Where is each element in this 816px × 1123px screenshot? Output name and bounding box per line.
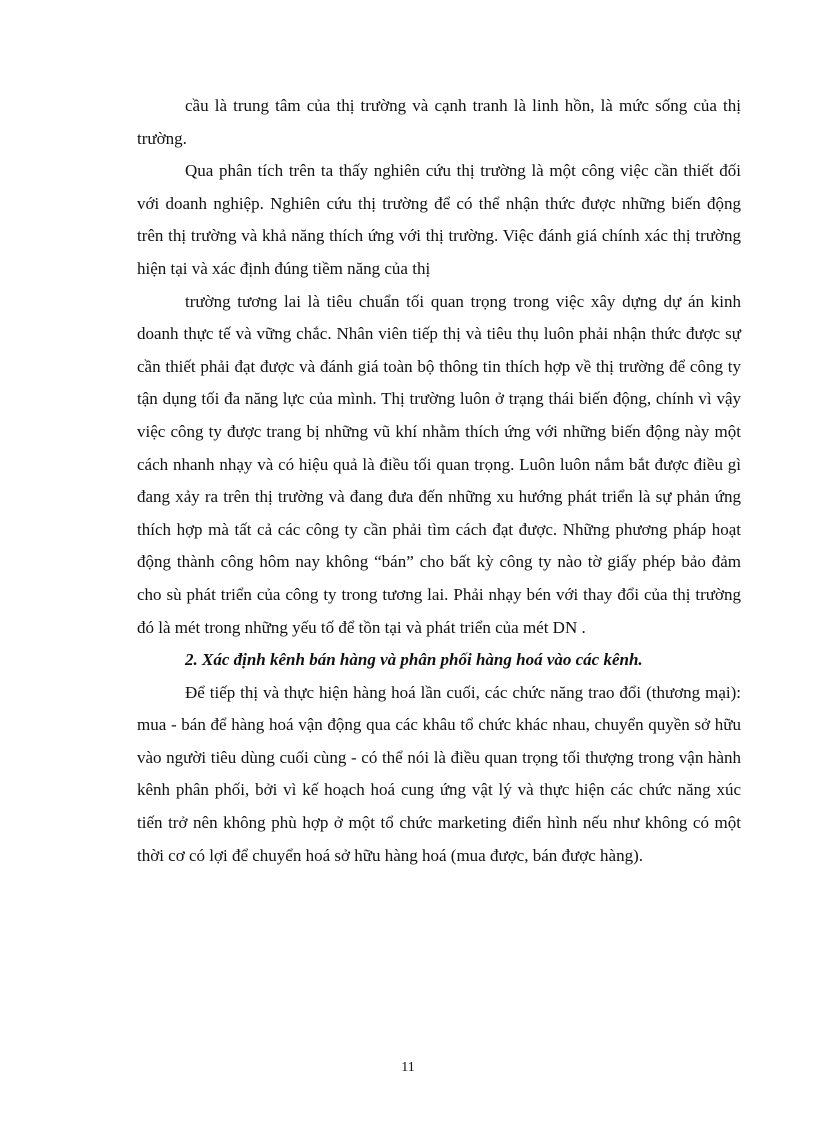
- paragraph-market-soul: cầu là trung tâm của thị trường và cạnh tranh là linh hồn, là mức sống của thị trường.: [137, 96, 741, 148]
- paragraph-market-research: Qua phân tích trên ta thấy nghiên cứu thị trường là một công việc cần thiết đối với doanh nghiệp. Nghiên cứu thị trường để có thể nhận thức được những biến động trên thị trường và khả năng thích ứng với thị trường. Việc đánh giá chính xác thị trường hiện tại và xác định đúng tiềm năng của thị: [137, 161, 741, 278]
- section-heading: 2. Xác định kênh bán hàng và phân phối hàng hoá vào các kênh.: [185, 650, 643, 670]
- paragraph-distribution: Để tiếp thị và thực hiện hàng hoá lần cuối, các chức năng trao đổi (thương mại): mua - bán để hàng hoá vận động qua các khâu tổ chức khác nhau, chuyển quyền sở hữu vào người tiêu dùng cuối cùng - có thể nói là điều quan trọng tối thượng trong vận hành kênh phân phối, bởi vì kế hoạch hoá cung ứng vật lý và thực hiện các chức năng xúc tiến trở nên không phù hợp ở một tổ chức marketing điển hình nếu như không có một thời cơ có lợi để chuyển hoá sở hữu hàng hoá (mua được, bán được hàng).: [137, 682, 741, 865]
- page-number: 11: [401, 1060, 415, 1075]
- body-text: [137, 90, 741, 872]
- paragraph-future-market: trường tương lai là tiêu chuẩn tối quan trọng trong việc xây dựng dự án kinh doanh thực tế và vững chắc. Nhân viên tiếp thị và tiêu thụ luôn phải nhận thức được sự cần thiết phải đạt được và đánh giá toàn bộ thông tin thích hợp về thị trường để công ty tận dụng tối đa năng lực của mình. Thị trường luôn ở trạng thái biến động, chính vì vậy việc công ty được trang bị những vũ khí nhằm thích ứng với những biến động này một cách nhanh nhạy và có hiệu quả là điều tối quan trọng. Luôn luôn nắm bắt được điều gì đang xảy ra trên thị trường và đang đưa đến những xu hướng phát triển là sự phản ứng thích hợp mà tất cả các công ty cần phải tìm cách đạt được. Những phương pháp hoạt động thành công hôm nay không “bán” cho bất kỳ công ty nào tờ giấy phép bảo đảm cho sù phát triển của công ty trong tương lai. Phải nhạy bén với thay đổi của thị trường đó là mét trong những yếu tố để tồn tại và phát triển của mét DN .: [137, 291, 741, 637]
